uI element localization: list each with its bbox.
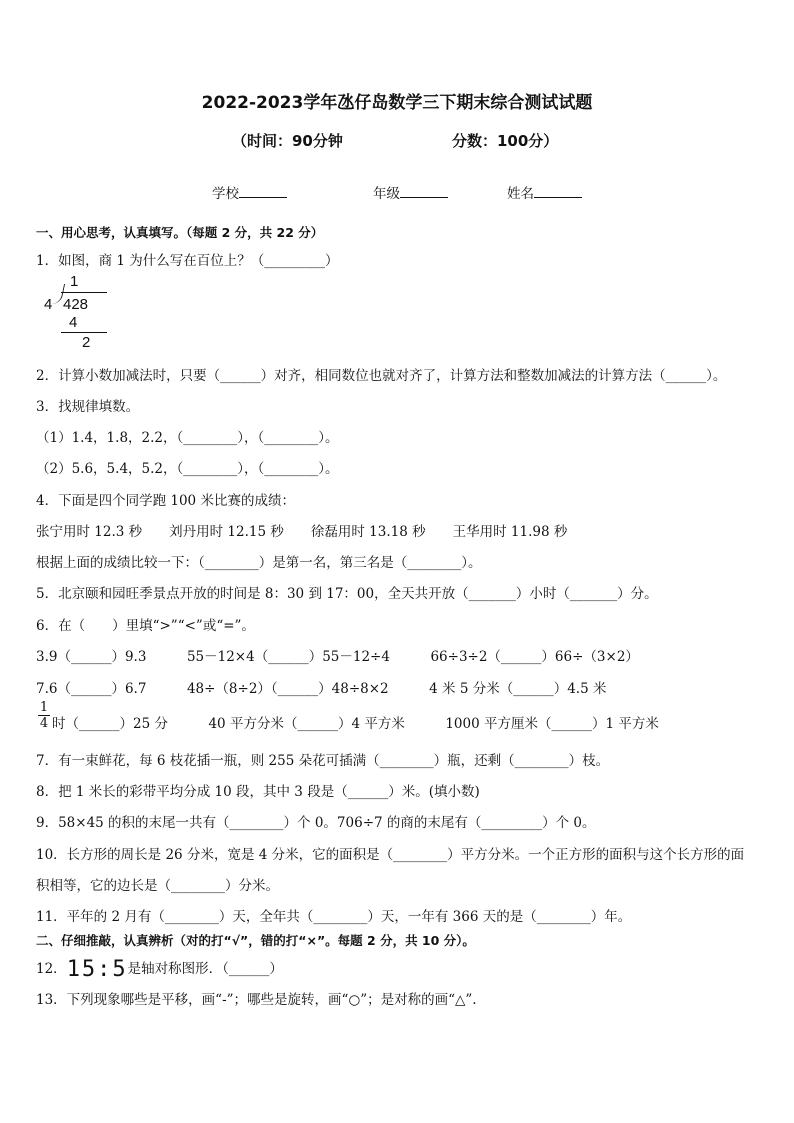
question-12-text: 是轴对称图形．（______） (127, 961, 283, 977)
page-title: 2022-2023学年氹仔岛数学三下期末综合测试试题 (201, 93, 593, 113)
division-remainder: 2 (82, 334, 91, 351)
question-4-data: 张宁用时 12.3 秒 刘丹用时 12.15 秒 徐磊用时 13.18 秒 王华用时 11.98 秒 (36, 524, 568, 540)
question-9: 9．58×45 的积的末尾一共有（________）个 0。706÷7 的商的末尾有（_________）个 0。 (36, 815, 596, 831)
question-5: 5．北京颐和园旺季景点开放的时间是 8：30 到 17：00，全天共开放（_______）小时（_______）分。 (36, 586, 658, 602)
fraction-one-quarter (38, 700, 50, 731)
name-field (507, 182, 582, 202)
question-13: 13．下列现象哪些是平移，画“-”；哪些是旋转，画“○”；是对称的画“△”. (36, 992, 477, 1008)
exam-time: （时间：90分钟 (232, 132, 343, 150)
question-6-row-1: 3.9（______）9.3 55－12×4（______）55－12÷4 66÷3÷2（______）66÷（3×2） (36, 649, 639, 665)
question-2: 2．计算小数加减法时，只要（______）对齐，相同数位也就对齐了，计算方法和整数加减法的计算方法（______）。 (36, 368, 727, 384)
digital-clock-figure: 15:5 (66, 956, 128, 982)
division-quotient: 1 (70, 273, 79, 290)
section2-heading: 二、仔细推敲，认真辨析（对的打“√”，错的打“×”。每题 2 分，共 10 分）。 (36, 933, 475, 948)
question-12-number: 12． (36, 961, 67, 977)
division-divisor: 4 (44, 296, 53, 313)
grade-blank[interactable] (400, 185, 448, 198)
exam-score: 分数：100分） (452, 132, 559, 150)
long-division-figure (36, 272, 126, 354)
question-4: 4．下面是四个同学跑 100 米比赛的成绩： (36, 493, 295, 509)
question-12 (36, 957, 283, 980)
question-6: 6．在（ ）里填“>”“<”或“=”。 (36, 618, 255, 634)
grade-field (373, 182, 448, 202)
school-blank[interactable] (239, 185, 287, 198)
question-6-row-3: 时（______）25 分 40 平方分米（______）4 平方米 1000 平方厘米（______）1 平方米 (52, 716, 659, 732)
fraction-denominator: 4 (39, 716, 49, 731)
school-label: 学校 (212, 186, 239, 202)
question-10-line-1: 10．长方形的周长是 26 分米，宽是 4 分米，它的面积是（________）平方分米。一个正方形的面积与这个长方形的面 (36, 847, 745, 863)
question-11: 11．平年的 2 月有（________）天，全年共（________）天，一年有 366 天的是（________）年。 (36, 909, 632, 925)
question-3-part-2: （2）5.6，5.4，5.2，（________），（________）。 (36, 461, 339, 477)
question-6-row-2: 7.6（______）6.7 48÷（8÷2）（______）48÷8×2 4 米 5 分米（______）4.5 米 (36, 681, 607, 697)
grade-label: 年级 (373, 186, 400, 202)
name-label: 姓名 (507, 186, 534, 202)
question-4-ask: 根据上面的成绩比较一下：（________）是第一名，第三名是（________）。 (36, 555, 482, 571)
division-top-bar (61, 292, 107, 293)
fraction-numerator: 1 (39, 700, 49, 715)
question-8: 8．把 1 米长的彩带平均分成 10 段，其中 3 段是（______）米。(填小数) (36, 784, 480, 800)
question-10-line-2: 积相等，它的边长是（________）分米。 (36, 878, 279, 894)
question-1: 1．如图，商 1 为什么写在百位上？（_________） (36, 253, 339, 269)
division-bottom-bar (61, 332, 107, 333)
question-3: 3．找规律填数。 (36, 399, 140, 415)
school-field (212, 182, 287, 202)
question-3-part-1: （1）1.4，1.8，2.2，（________），（________）。 (36, 430, 339, 446)
division-product: 4 (69, 314, 78, 331)
question-7: 7．有一束鲜花，每 6 枝花插一瓶，则 255 朵花可插满（________）瓶，还剩（________）枝。 (36, 753, 610, 769)
section1-heading: 一、用心思考，认真填写。（每题 2 分，共 22 分） (36, 225, 324, 240)
division-dividend: 428 (63, 296, 89, 313)
name-blank[interactable] (534, 185, 582, 198)
